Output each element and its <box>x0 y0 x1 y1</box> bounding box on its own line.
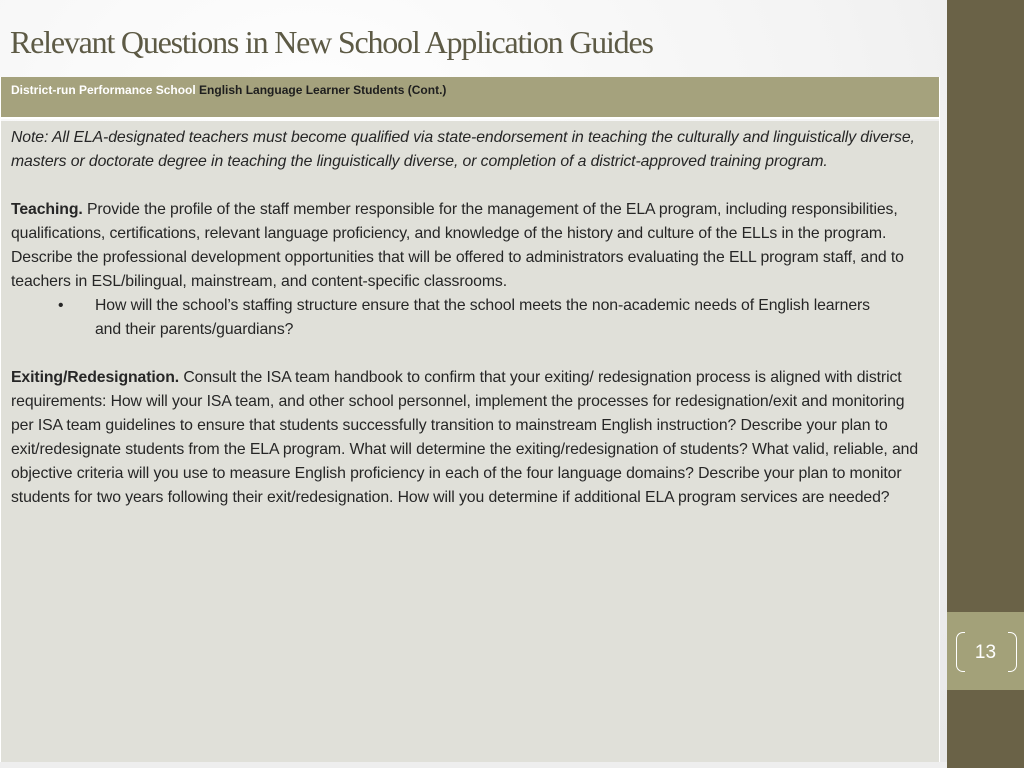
question-list <box>11 294 931 342</box>
teaching-text: Provide the profile of the staff member responsible for the management of the ELA program, including responsibilities, qualifications, certifications, relevant language proficiency, and knowledge of the history and culture of the ELLs in the program. Describe the professional development opportunities that will be offered to administrators evaluating the ELL program staff, and to teachers in ESL/bilingual, mainstream, and content-specific classrooms. <box>11 201 904 290</box>
list-item <box>58 294 891 342</box>
paragraph-spacer <box>11 342 931 366</box>
page-number-badge <box>947 612 1024 690</box>
exiting-text: Consult the ISA team handbook to confirm that your exiting/ redesignation process is aligned with district requirements: How will your ISA team, and other school personnel, implement the processes for redesignation/exit and monitoring per ISA team guidelines to ensure that students successfully transition to mainstream English instruction? Describe your plan to exit/redesignate students from the ELA program. What will determine the exiting/redesignation of students? What valid, reliable, and objective criteria will you use to measure English proficiency in each of the four language domains? Describe your plan to monitor students for two years following their exit/redesignation. How will you determine if additional ELA program services are needed? <box>11 369 919 506</box>
table-body <box>1 121 939 762</box>
header-section-title: English Language Learner Students (Cont.) <box>195 83 447 97</box>
table-header <box>1 77 939 119</box>
paragraph-spacer <box>11 174 931 198</box>
note-paragraph: Note: All ELA-designated teachers must become qualified via state-endorsement in teaching the culturally and linguistically diverse, masters or doctorate degree in teaching the linguistically diverse, or completion of a district-approved training program. <box>11 129 915 170</box>
bottom-strip <box>0 762 947 768</box>
exiting-label: Exiting/Redesignation. <box>11 369 180 386</box>
content-table <box>0 77 940 762</box>
teaching-paragraph <box>11 198 931 294</box>
header-school-type: District-run Performance School <box>11 83 196 97</box>
teaching-label: Teaching. <box>11 201 83 218</box>
list-item-text: How will the school’s staffing structure ensure that the school meets the non-academic needs of English learners and their parents/guardians? <box>95 297 870 338</box>
bullet-icon: • <box>58 297 64 314</box>
page-number: 13 <box>974 642 997 663</box>
exiting-paragraph <box>11 366 931 510</box>
slide-title: Relevant Questions in New School Application Guides <box>10 24 653 60</box>
right-bracket-icon <box>1008 632 1017 672</box>
